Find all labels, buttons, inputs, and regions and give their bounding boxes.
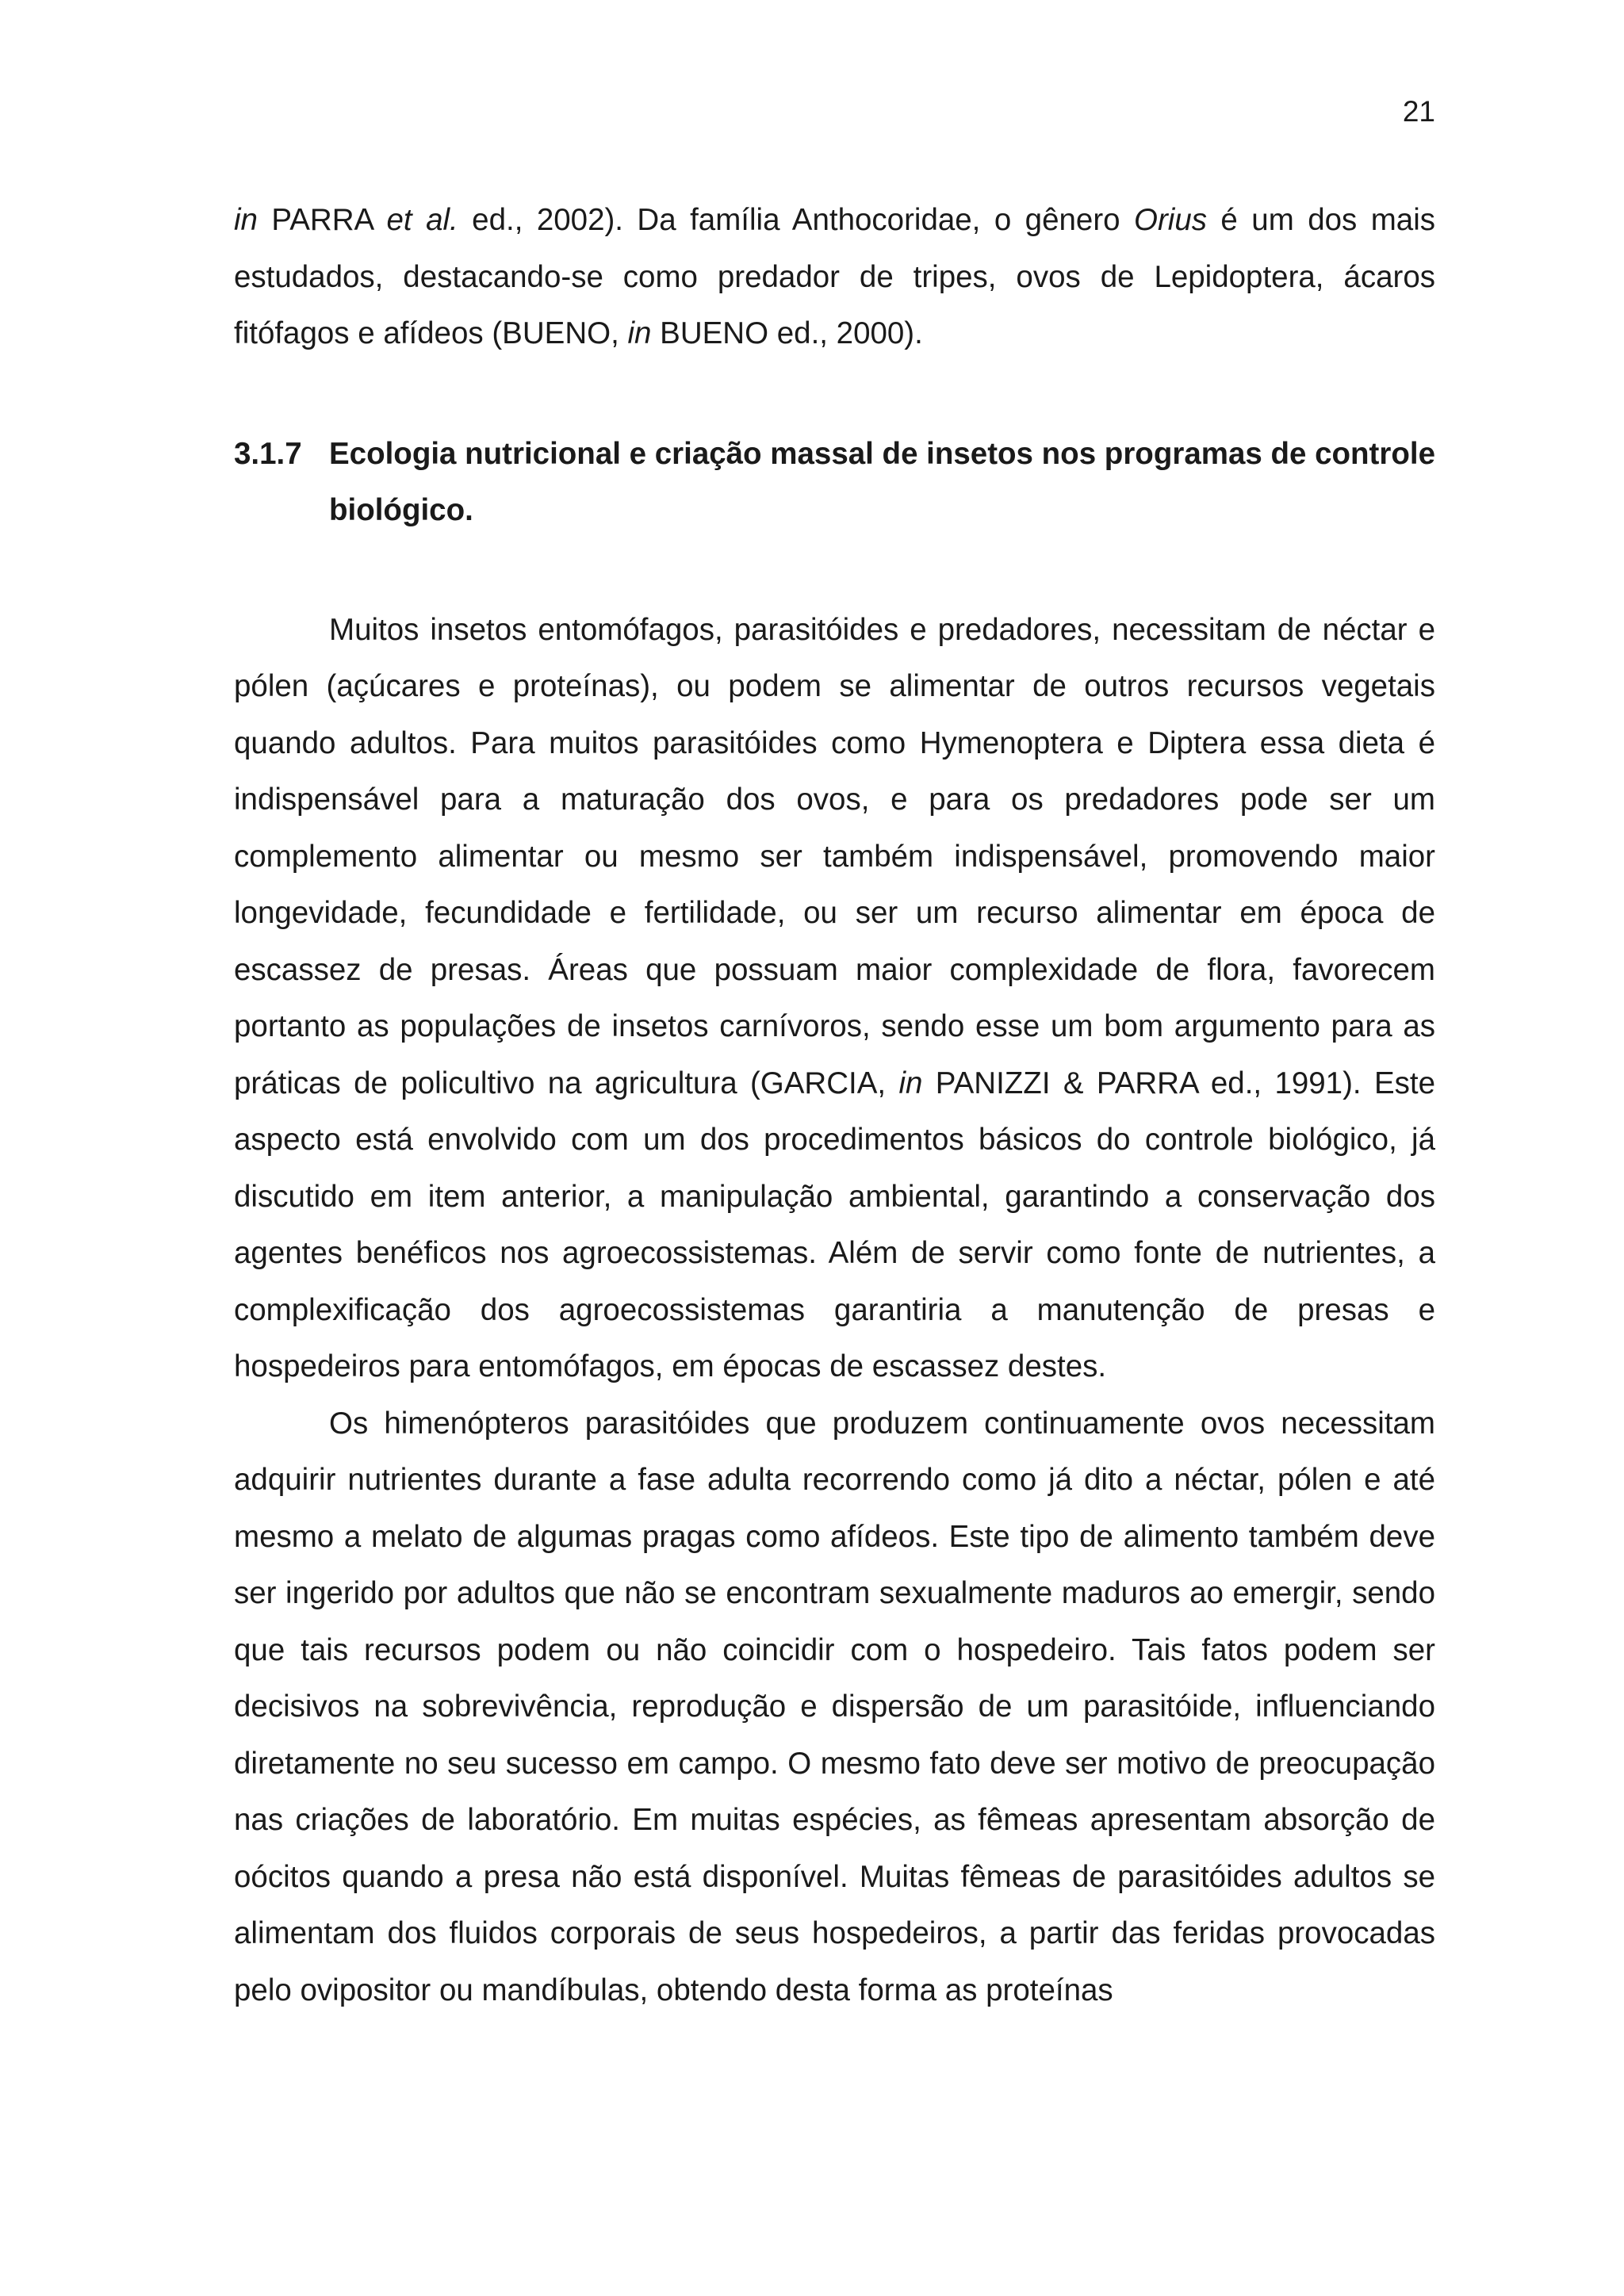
page-body: [234, 192, 1435, 2019]
intro-paragraph: [234, 192, 1435, 362]
paragraph-nutrition-text-1: Muitos insetos entomófagos, parasitóides e predadores, necessitam de néctar e pólen (açúcares e proteínas), ou podem se alimentar de outros recursos vegetais quando adultos. Para muitos parasitóides como Hymenoptera e Diptera essa dieta é indispensável para a maturação dos ovos, e para os predadores pode ser um complemento alimentar ou mesmo ser também indispensável, promovendo maior longevidade, fecundidade e fertilidade, ou ser um recurso alimentar em época de escassez de presas. Áreas que possuam maior complexidade de flora, favorecem portanto as populações de insetos carnívoros, sendo esse um bom argumento para as práticas de policultivo na agricultura (GARCIA,: [234, 612, 1435, 1100]
intro-in-1: in: [234, 203, 258, 237]
paragraph-nutrition: [234, 602, 1435, 1395]
paragraph-nutrition-text-2: PANIZZI & PARRA ed., 1991). Este aspecto está envolvido com um dos procedimentos básicos do controle biológico, já discutido em item anterior, a manipulação ambiental, garantindo a conservação dos agentes benéficos nos agroecossistemas. Além de servir como fonte de nutrientes, a complexificação dos agroecossistemas garantiria a manutenção de presas e hospedeiros para entomófagos, em épocas de escassez destes.: [234, 1066, 1435, 1383]
intro-genus-orius: Orius: [1134, 203, 1207, 237]
section-number: 3.1.7: [234, 436, 302, 471]
page-number: 21: [1402, 95, 1435, 128]
section-title: Ecologia nutricional e criação massal de insetos nos programas de controle biológico.: [329, 436, 1435, 527]
intro-text-3: é um dos mais estudados, destacando-se como predador de tripes, ovos de Lepidoptera, ácaros fitófagos e afídeos (BUENO,: [234, 203, 1435, 350]
section-heading: [234, 426, 1435, 539]
paragraph-nutrition-in: in: [898, 1066, 923, 1100]
intro-in-2: in: [627, 316, 652, 350]
intro-text-4: BUENO ed., 2000).: [651, 316, 923, 350]
intro-text-2: ed., 2002). Da família Anthocoridae, o gênero: [458, 203, 1134, 237]
intro-et-al: et al.: [386, 203, 458, 237]
intro-text-1: PARRA: [257, 203, 387, 237]
paragraph-hymenoptera: Os himenópteros parasitóides que produzem continuamente ovos necessitam adquirir nutrientes durante a fase adulta recorrendo como já dito a néctar, pólen e até mesmo a melato de algumas pragas como afídeos. Este tipo de alimento também deve ser ingerido por adultos que não se encontram sexualmente maduros ao emergir, sendo que tais recursos podem ou não coincidir com o hospedeiro. Tais fatos podem ser decisivos na sobrevivência, reprodução e dispersão de um parasitóide, influenciando diretamente no seu sucesso em campo. O mesmo fato deve ser motivo de preocupação nas criações de laboratório. Em muitas espécies, as fêmeas apresentam absorção de oócitos quando a presa não está disponível. Muitas fêmeas de parasitóides adultos se alimentam dos fluidos corporais de seus hospedeiros, a partir das feridas provocadas pelo ovipositor ou mandíbulas, obtendo desta forma as proteínas: [234, 1406, 1435, 2007]
